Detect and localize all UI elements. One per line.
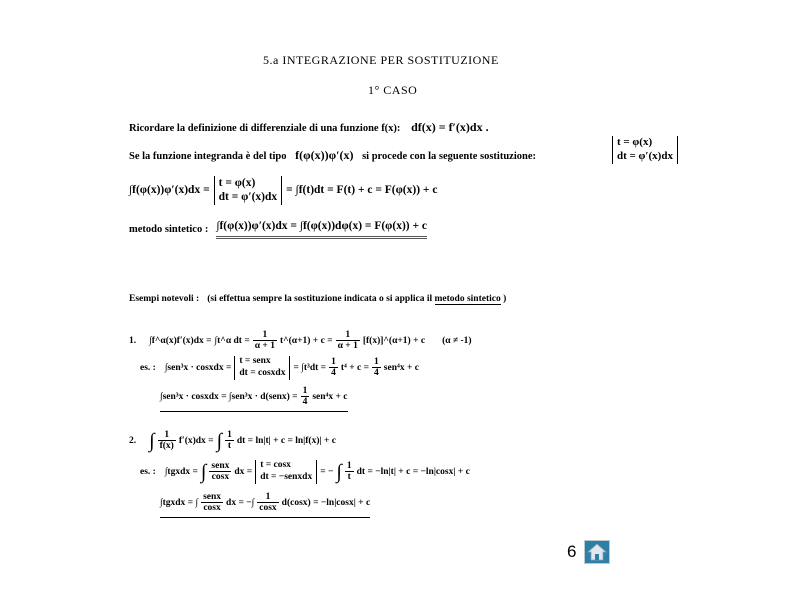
esempi-note	[207, 294, 506, 304]
case1-es-sys-bottom: dt = cosxdx	[239, 367, 286, 378]
case1-es-c: t⁴ + c =	[340, 362, 370, 373]
case1-es-frac1	[329, 357, 338, 378]
case1-synth-a: ∫sen³x · cosxdx = ∫sen³x · d(senx) =	[160, 391, 298, 402]
general-sys-top: t = φ(x)	[218, 177, 256, 189]
case1-frac1-den: α + 1	[254, 341, 275, 351]
case1-es-d: sen⁴x + c	[383, 362, 419, 373]
case1-example	[140, 356, 419, 380]
general-rhs: = ∫f(t)dt = F(t) + c = F(φ(x)) + c	[286, 184, 438, 197]
case2-frac-den: f(x)	[159, 441, 174, 451]
case1-frac2	[336, 330, 360, 351]
case1-es-frac2	[372, 357, 381, 378]
integral-sign: ∫	[336, 460, 342, 483]
general-formula	[129, 176, 437, 205]
case2-es-a: ∫tgxdx =	[164, 466, 198, 477]
case2-synth-frac2-num: 1	[257, 492, 278, 503]
case2-es-frac1	[209, 461, 231, 482]
case1-frac1	[253, 330, 277, 351]
metodo-sintetico-link[interactable]: metodo sintetico	[434, 294, 501, 304]
sintetico-label: metodo sintetico :	[129, 224, 209, 235]
case2-a: f′(x)dx =	[178, 435, 214, 446]
case2-number: 2.	[129, 435, 137, 446]
case2-es-frac1-den: cosx	[211, 472, 230, 483]
case2-synth-c: d(cosx) = −ln|cosx| + c	[281, 497, 371, 508]
case2-es-frac2	[345, 461, 354, 482]
case2-es-frac2-den: t	[347, 472, 351, 483]
esempi-row	[129, 294, 506, 304]
case2-es-frac1-num: senx	[211, 461, 230, 472]
case1-es-a: ∫sen³x · cosxdx =	[164, 362, 232, 373]
case2-synth-b: dx = −∫	[226, 497, 255, 508]
case1-a: ∫f^α(x)f′(x)dx =	[149, 335, 212, 346]
case1-es-frac1-num: 1	[331, 357, 336, 368]
page-title: 5.a INTEGRAZIONE PER SOSTITUZIONE	[263, 53, 499, 67]
case2-main	[129, 430, 336, 451]
case2-frac2	[225, 430, 234, 451]
case1-frac2-den: α + 1	[337, 341, 358, 351]
integral-sign: ∫	[149, 429, 155, 452]
case2-es-sys-bottom: dt = −senxdx	[260, 471, 313, 482]
case1-b: ∫t^α dt =	[214, 335, 250, 346]
case1-c: t^(α+1) + c =	[279, 335, 333, 346]
case1-es-b: = ∫t³dt =	[293, 362, 327, 373]
substitution-bottom: dt = φ′(x)dx	[617, 149, 673, 162]
case2-synthetic	[160, 492, 370, 518]
case2-synth-frac1-num: senx	[203, 492, 222, 502]
case2-example	[140, 460, 470, 484]
case1-es-frac2-num: 1	[374, 357, 379, 368]
esempi-note-close: )	[503, 294, 507, 304]
case2-synth-frac2	[257, 492, 278, 513]
case2-es-b: dx =	[234, 466, 253, 477]
differential-formula: df(x) = f′(x)dx .	[411, 120, 489, 134]
general-lhs: ∫f(φ(x))φ′(x)dx =	[129, 184, 210, 197]
case1-condition: (α ≠ -1)	[442, 335, 472, 346]
case1-frac2-num: 1	[336, 330, 360, 341]
case1-d: [f(x)]^(α+1) + c	[362, 335, 426, 346]
page-subtitle: 1° CASO	[368, 83, 418, 97]
intro-line-2-text: Se la funzione integranda è del tipo	[129, 151, 287, 162]
case1-main	[129, 330, 472, 351]
page-number: 6	[567, 542, 577, 561]
intro-line-1-text: Ricordare la definizione di differenziale di una funzione f(x):	[129, 123, 401, 134]
case2-frac2-num: 1	[227, 430, 232, 440]
case1-synthetic	[160, 386, 348, 412]
case1-number: 1.	[129, 335, 137, 346]
case1-frac1-num: 1	[253, 330, 277, 341]
substitution-system	[612, 136, 678, 164]
case2-es-label: es. :	[140, 466, 156, 477]
case2-b: dt = ln|t| + c = ln|f(x)| + c	[236, 435, 336, 446]
case1-synth-frac-num: 1	[302, 386, 308, 396]
case2-synth-frac1	[201, 492, 223, 513]
case1-es-frac1-den: 4	[331, 368, 336, 379]
case1-synth-frac-den: 4	[302, 397, 308, 407]
case1-synth-b: sen⁴x + c	[312, 391, 348, 402]
integral-sign: ∫	[200, 460, 207, 483]
integrand-form: f(φ(x))φ′(x)	[295, 148, 354, 162]
case2-frac-num: 1	[158, 430, 176, 441]
sintetico-row	[129, 220, 427, 239]
case2-es-sys-top: t = cosx	[260, 460, 291, 470]
case2-es-d: dt = −ln|t| + c = −ln|cosx| + c	[356, 466, 470, 477]
case2-es-frac2-num: 1	[346, 461, 352, 472]
intro-line-1	[129, 120, 489, 135]
esempi-label: Esempi notevoli :	[129, 294, 200, 304]
intro-line-2-tail: si procede con la seguente sostituzione:	[362, 151, 537, 162]
case1-es-label: es. :	[140, 362, 156, 373]
intro-line-2	[129, 148, 536, 163]
home-button[interactable]	[584, 540, 610, 564]
esempi-note-open: (si effettua sempre la sostituzione indicata o si applica il	[207, 294, 433, 304]
home-icon	[585, 541, 609, 563]
case1-synth-frac	[301, 386, 310, 407]
case2-synth-frac2-den: cosx	[259, 503, 277, 513]
case2-synth-frac1-den: cosx	[203, 503, 221, 513]
integral-sign: ∫	[216, 429, 223, 452]
case2-synth-a: ∫tgxdx = ∫	[160, 497, 199, 508]
case2-es-c: = −	[320, 466, 334, 477]
case2-frac2-den: t	[227, 441, 232, 451]
case1-es-sys-top: t = senx	[239, 356, 271, 366]
sintetico-formula: ∫f(φ(x))φ′(x)dx = ∫f(φ(x))dφ(x) = F(φ(x)) + c	[216, 220, 427, 239]
case1-es-frac2-den: 4	[374, 368, 379, 379]
general-sys-bottom: dt = φ′(x)dx	[218, 191, 278, 204]
substitution-top: t = φ(x)	[617, 136, 653, 148]
case2-frac	[158, 430, 176, 451]
